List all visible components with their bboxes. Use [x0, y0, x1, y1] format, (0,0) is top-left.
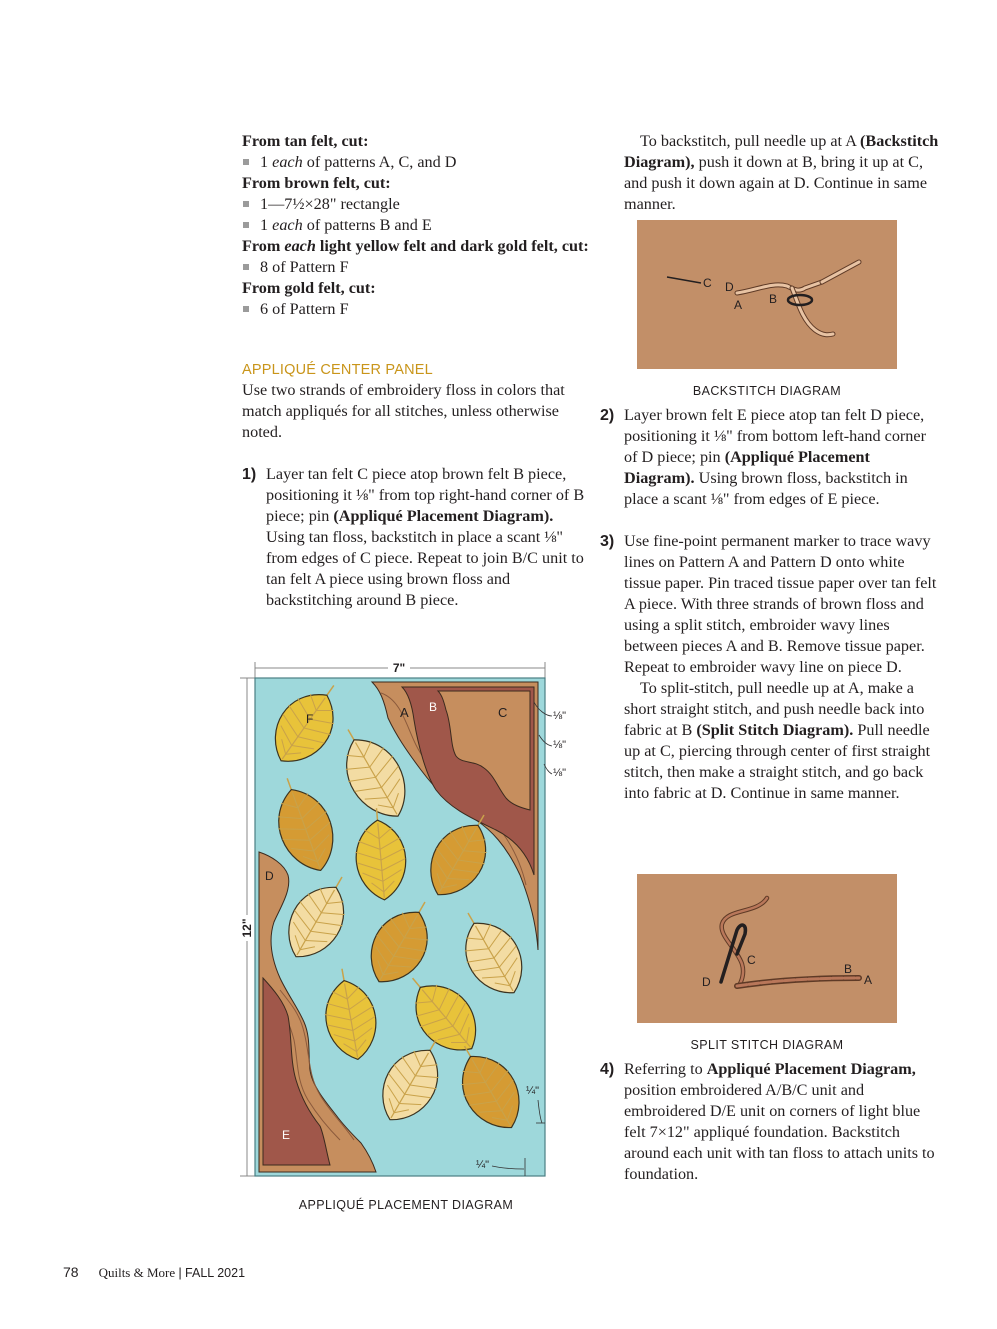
label-c: C: [747, 953, 756, 967]
issue-label: FALL 2021: [185, 1266, 246, 1280]
step-3: 3) Use fine-point permanent marker to trace wavy lines on Pattern A and Pattern D onto white tissue paper. Pin traced tissue paper over tan felt A piece. With three strands of brown floss and using a split stitch, embroider wavy lines between pieces A and B. Remove tissue paper. Repeat to embroider wavy line on piece D.: [600, 532, 937, 676]
label-d: D: [702, 975, 711, 989]
cutting-list: [242, 131, 592, 320]
label-a: A: [734, 298, 743, 312]
cut-heading-tan: From tan felt, cut:: [242, 132, 369, 150]
width-label: 7": [392, 661, 406, 675]
cut-item: 1 each of patterns A, C, and D: [242, 152, 592, 173]
label-a: A: [864, 973, 873, 987]
svg-text:⅛": ⅛": [553, 767, 567, 779]
label-b: B: [769, 292, 778, 306]
svg-text:⅛": ⅛": [553, 739, 567, 751]
cut-item: 1 each of patterns B and E: [242, 215, 592, 236]
bullet-square-icon: [243, 201, 249, 207]
magazine-name: Quilts & More: [98, 1265, 176, 1280]
svg-text:⅛": ⅛": [553, 710, 567, 722]
bullet-square-icon: [243, 222, 249, 228]
step-2: 2) Layer brown felt E piece atop tan felt D piece, positioning it ⅛" from bottom left-hand corner of D piece; pin (Appliqué Placement Diagram). Using brown floss, backstitch in place a scant ⅛" from edges of E piece.: [600, 406, 926, 508]
backstitch-svg: [637, 220, 897, 369]
label-d: D: [725, 280, 734, 294]
page-number: 78: [63, 1264, 79, 1280]
step-4: 4) Referring to Appliqué Placement Diagram, position embroidered A/B/C unit and embroidered D/E unit on corners of light blue felt 7×12" appliqué foundation. Backstitch around each unit with tan floss to attach units to foundation.: [600, 1060, 935, 1183]
step-4-block: [600, 1059, 940, 1185]
bullet-square-icon: [243, 264, 249, 270]
right-column: [600, 131, 940, 215]
piece-a-label: A: [400, 705, 409, 720]
cut-heading-yellow-gold: From each light yellow felt and dark gold felt, cut:: [242, 237, 589, 255]
cut-item: 1—7½×28" rectangle: [242, 194, 592, 215]
svg-text:¼": ¼": [476, 1159, 490, 1171]
split-stitch-instructions: To split-stitch, pull needle up at A, make a short straight stitch, and push needle back into fabric at B (Split Stitch Diagram). Pull needle up at C, piercing through center of first straight stitch, then make a straight stitch, and go back into fabric at D. Continue in same manner.: [624, 679, 931, 802]
right-column-steps: [600, 405, 940, 804]
placement-diagram-caption: APPLIQUÉ PLACEMENT DIAGRAM: [298, 1198, 514, 1212]
svg-text:¼": ¼": [526, 1085, 540, 1097]
piece-d-label: D: [265, 869, 274, 883]
height-label: 12": [240, 918, 254, 938]
step-number: 3): [600, 533, 615, 550]
backstitch-caption: BACKSTITCH DIAGRAM: [692, 384, 842, 398]
piece-f-label: F: [306, 712, 314, 726]
bullet-square-icon: [243, 306, 249, 312]
placement-diagram-svg: [236, 660, 576, 1185]
piece-c-label: C: [498, 705, 508, 720]
applique-placement-diagram: [236, 660, 576, 1210]
left-column: [242, 131, 592, 611]
split-stitch-svg: [637, 874, 897, 1023]
piece-e-label: E: [282, 1128, 291, 1142]
cut-item: 6 of Pattern F: [242, 299, 592, 320]
bullet-square-icon: [243, 159, 249, 165]
page-footer: [63, 1264, 245, 1281]
piece-b-label: B: [429, 700, 438, 714]
split-stitch-caption: SPLIT STITCH DIAGRAM: [690, 1038, 844, 1052]
section-heading: APPLIQUÉ CENTER PANEL: [242, 362, 433, 378]
backstitch-diagram: [637, 220, 897, 398]
footer-separator: |: [178, 1265, 182, 1280]
step-number: 1): [242, 466, 257, 483]
backstitch-intro: To backstitch, pull needle up at A (Backstitch Diagram), push it down at B, bring it up at C, and push it down again at D. Continue in same manner.: [624, 132, 939, 213]
step-1: 1) Layer tan felt C piece atop brown felt B piece, positioning it ⅛" from top right-hand corner of B piece; pin (Appliqué Placement Diagram). Using tan floss, backstitch in place a scant ⅛" from edges of C piece. Repeat to join B/C unit to tan felt A piece using brown floss and backstitching around B piece.: [242, 465, 585, 609]
fabric-background: [637, 220, 897, 369]
leaf-stem: [376, 808, 377, 820]
cut-item: 8 of Pattern F: [242, 257, 592, 278]
label-c: C: [703, 276, 712, 290]
step-number: 2): [600, 407, 615, 424]
split-stitch-diagram: [637, 874, 897, 1052]
section-intro: Use two strands of embroidery floss in colors that match appliqués for all stitches, unless otherwise noted.: [242, 381, 565, 441]
publication-info: [99, 1265, 245, 1281]
cut-heading-brown: From brown felt, cut:: [242, 174, 391, 192]
cut-heading-gold: From gold felt, cut:: [242, 279, 376, 297]
label-b: B: [844, 962, 853, 976]
step-number: 4): [600, 1061, 615, 1078]
